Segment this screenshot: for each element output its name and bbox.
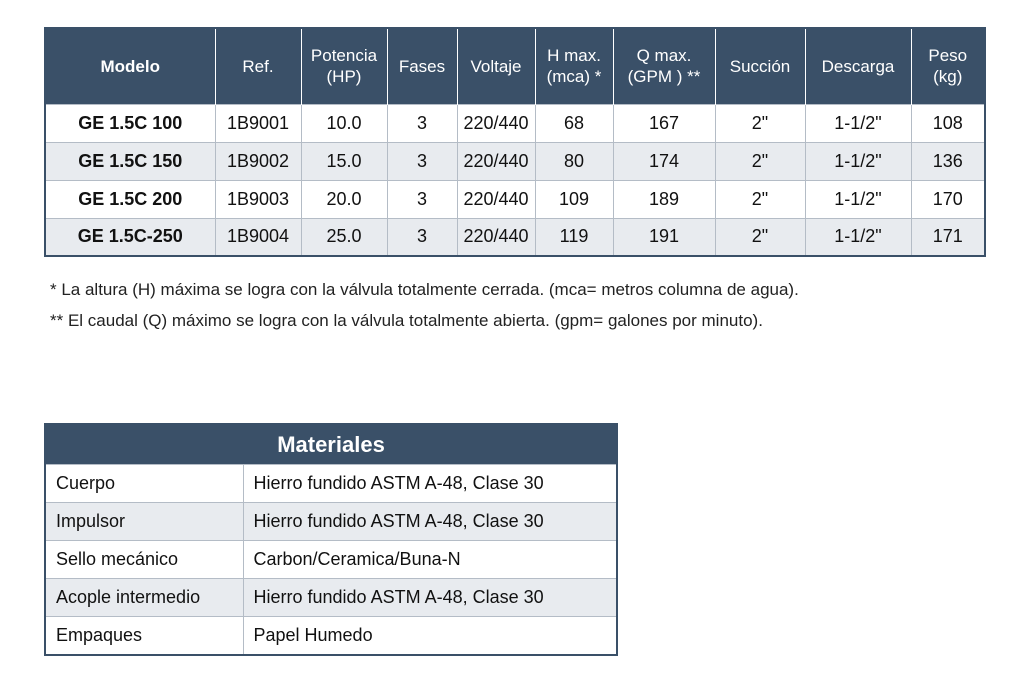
table-row [45,180,985,218]
material-part: Cuerpo [45,465,243,503]
column-header-text: Q max. [636,46,692,66]
material-spec: Hierro fundido ASTM A-48, Clase 30 [243,503,617,541]
column-header-text: Voltaje [470,56,522,76]
model-cell: GE 1.5C 100 [45,104,215,142]
table-cell: 119 [535,218,613,256]
column-header-text: Fases [398,56,446,76]
table-cell: 220/440 [457,180,535,218]
column-header-text: Potencia [310,46,378,66]
table-cell: 191 [613,218,715,256]
model-cell: GE 1.5C 200 [45,180,215,218]
table-row [45,142,985,180]
table-cell: 15.0 [301,142,387,180]
table-cell: 2" [715,104,805,142]
material-row [45,617,617,655]
column-header [535,28,613,104]
material-spec: Papel Humedo [243,617,617,655]
column-header [457,28,535,104]
table-cell: 108 [911,104,985,142]
column-header-text: Succión [729,56,791,76]
table-cell: 80 [535,142,613,180]
table-cell: 1B9003 [215,180,301,218]
model-cell: GE 1.5C-250 [45,218,215,256]
table-cell: 10.0 [301,104,387,142]
table-row [45,218,985,256]
material-part: Sello mecánico [45,541,243,579]
column-header [45,28,215,104]
column-header [715,28,805,104]
table-cell: 20.0 [301,180,387,218]
material-row [45,541,617,579]
table-cell: 3 [387,180,457,218]
footnote-max-flow: ** El caudal (Q) máximo se logra con la válvula totalmente abierta. (gpm= galones por minuto). [50,311,763,330]
table-cell: 1-1/2" [805,104,911,142]
table-cell: 1B9002 [215,142,301,180]
column-header [215,28,301,104]
materials-table [44,423,618,656]
table-cell: 25.0 [301,218,387,256]
column-header [805,28,911,104]
table-cell: 174 [613,142,715,180]
table-row [45,104,985,142]
column-header [911,28,985,104]
material-part: Empaques [45,617,243,655]
column-header-text: (HP) [326,67,362,87]
table-cell: 167 [613,104,715,142]
table-cell: 3 [387,218,457,256]
table-cell: 220/440 [457,104,535,142]
table-cell: 1B9004 [215,218,301,256]
table-cell: 1-1/2" [805,142,911,180]
materials-title: Materiales [45,424,617,465]
materials-body [45,465,617,655]
table-cell: 1-1/2" [805,180,911,218]
material-spec: Carbon/Ceramica/Buna-N [243,541,617,579]
table-cell: 170 [911,180,985,218]
specifications-body [45,104,985,256]
materials-header-row [45,424,617,465]
material-part: Acople intermedio [45,579,243,617]
column-header-text: H max. [547,46,601,66]
material-row [45,503,617,541]
table-cell: 189 [613,180,715,218]
material-row [45,465,617,503]
table-cell: 3 [387,142,457,180]
table-cell: 1B9001 [215,104,301,142]
table-cell: 220/440 [457,218,535,256]
material-part: Impulsor [45,503,243,541]
table-cell: 136 [911,142,985,180]
table-cell: 2" [715,218,805,256]
column-header-text: Ref. [242,56,274,76]
column-header-text: Descarga [821,56,895,76]
table-cell: 109 [535,180,613,218]
footnote-max-height: * La altura (H) máxima se logra con la válvula totalmente cerrada. (mca= metros columna de agua). [50,280,799,299]
table-cell: 2" [715,180,805,218]
table-cell: 171 [911,218,985,256]
table-cell: 1-1/2" [805,218,911,256]
model-cell: GE 1.5C 150 [45,142,215,180]
specifications-table [44,27,986,257]
specifications-header-row [45,28,985,104]
table-cell: 68 [535,104,613,142]
column-header [613,28,715,104]
column-header-text: Peso [928,46,968,66]
column-header-text: Modelo [100,56,160,76]
column-header [387,28,457,104]
column-header-text: (kg) [933,67,963,87]
material-spec: Hierro fundido ASTM A-48, Clase 30 [243,465,617,503]
column-header [301,28,387,104]
column-header-text: (mca) * [546,67,602,87]
material-spec: Hierro fundido ASTM A-48, Clase 30 [243,579,617,617]
table-cell: 220/440 [457,142,535,180]
table-cell: 3 [387,104,457,142]
material-row [45,579,617,617]
column-header-text: (GPM ) ** [627,67,701,87]
table-cell: 2" [715,142,805,180]
